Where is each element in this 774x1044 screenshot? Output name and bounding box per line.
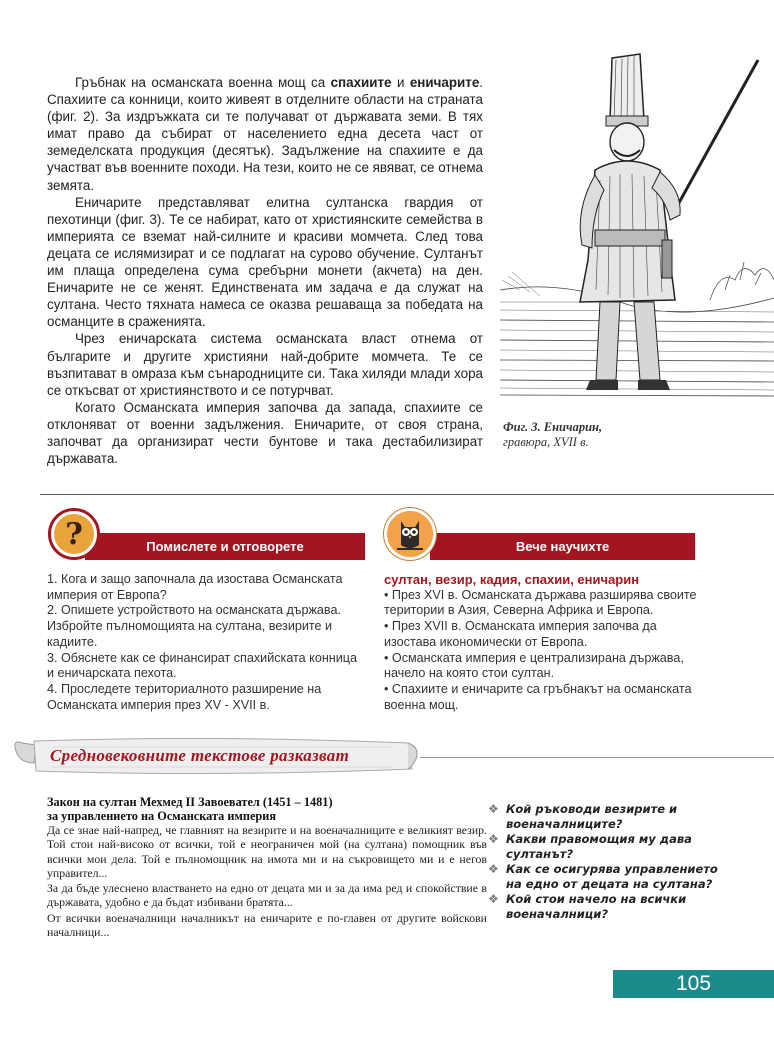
source-question [488,802,728,832]
owl-glyph [387,511,433,557]
summary-item: • Спахиите и еничарите са гръбнакът на османската военна мощ. [384,681,692,712]
think-questions-list [47,572,365,713]
question-mark-glyph: ? [54,514,94,554]
think-question: 3. Обяснете как се финансират спахийската конница и еничарската пехота. [47,650,358,681]
main-text [47,74,483,467]
section-divider [40,494,774,495]
learned-summary [384,572,704,713]
source-text [47,823,487,940]
source-questions [488,802,728,922]
source-title [47,795,487,823]
question-mark-icon [48,508,100,560]
figure-caption-label: Фиг. 3. Еничарин, [503,420,603,434]
source-question-text: Кой ръководи везирите и военачалниците? [506,802,678,831]
summary-item: • През XVI в. Османската държава разширява своите територии в Азия, Северна Африка и Европа. [384,587,697,618]
paragraph-3: Чрез еничарската система османската власт отнема от българите и другите християни най-добрите момчета. Те се възпитават в омраза към сънародниците си. Така хиляди млади хора се откъсват от християнството и се потурчват. [47,331,483,398]
banner-title: Средновековните текстове разказват [50,746,350,765]
p1-text-d: . Спахиите са конници, които живеят в отделните области на страната (фиг. 2). За издръжката си те получават от държавата земи. В тях имат право да събират от населението една десета част от земеделската продукция (десятък). Задължение на спахиите е да участват във военните походи. На тези, които не се явяват, се отнема земята. [47,75,483,193]
think-question: 4. Проследете териториалното разширение на Османската империя през XV - XVII в. [47,681,322,712]
p1-text-c: и [391,75,410,90]
p1-text-a: Гръбнак на османската военна мощ са [75,75,331,90]
diamond-bullet-icon: ❖ [488,862,499,876]
source-title-line-2: за управлението на Османската империя [47,809,276,823]
paragraph-2: Еничарите представляват елитна султанска гвардия от пехотинци (фиг. 3). Те се набират, като от християнските семейства в империята се вземат най-силните и красиви момчета. След това децата се ислямизират и се подлагат на сурово обучение. Султанът им плаща определена сума сребърни монети (акчета) на ден. Еничарите не се женят. Единствената им задача е да служат на султана. Често тяхната намеса се оказва решаваща за победата на османците в сраженията. [47,194,483,330]
paragraph-1 [47,74,483,194]
learned-box-header: Вече научихте [430,533,695,560]
source-question-text: Кой стои начело на всички военачалници? [506,892,687,921]
page-number: 105 [613,970,774,998]
janissary-engraving [500,40,774,408]
key-terms: султан, везир, кадия, спахии, еничарин [384,572,640,587]
diamond-bullet-icon: ❖ [488,892,499,906]
source-question [488,862,728,892]
source-paragraph: За да бъде улеснено властването на едно от децата ми и за да има ред и спокойствие в държавата, удобно е да бъдат избивани братята... [47,881,487,910]
think-box-header: Помислете и отговорете [85,533,365,560]
term-spahii: спахиите [330,75,392,90]
diamond-bullet-icon: ❖ [488,832,499,846]
owl-icon [384,508,436,560]
summary-item: • Османската империя е централизирана държава, начело на която стои султан. [384,650,684,681]
engraving-image [500,40,774,408]
source-question [488,892,728,922]
paragraph-4: Когато Османската империя започва да запада, спахиите се отклоняват от военни задължения. Еничарите, от своя страна, започват да организират чести бунтове и така дестабилизират държавата. [47,399,483,467]
source-question-text: Какви правомощия му дава султанът? [506,832,692,861]
banner-rule [420,757,774,758]
figure-caption-text: гравюра, XVII в. [503,435,589,449]
source-question-text: Как се осигурява управлението на едно от децата на султана? [506,862,718,891]
source-title-line-1: Закон на султан Мехмед II Завоевател (1451 – 1481) [47,795,333,809]
think-question: 1. Кога и защо започнала да изостава Османската империя от Европа? [47,572,343,602]
figure-caption [503,420,683,450]
source-question [488,832,728,862]
diamond-bullet-icon: ❖ [488,802,499,816]
source-paragraph: Да се знае най-напред, че главният на везирите и на военачалниците е великият везир. Той стои най-високо от всички, той е неограничен мой (на султана) помощник във всички мои дела. Той е пълномощник на имота ми и на съкровището ми и е негов управител... [47,823,487,880]
summary-item: • През XVII в. Османската империя започва да изостава икономически от Европа. [384,619,657,649]
term-enichari: еничарите [409,75,480,90]
think-question: 2. Опишете устройството на османската държава. Избройте пълномощията на султана, везирите и кадиите. [47,603,341,649]
source-paragraph: От всички военачалници началникът на еничарите е по-главен от другите войскови началници... [47,910,487,940]
